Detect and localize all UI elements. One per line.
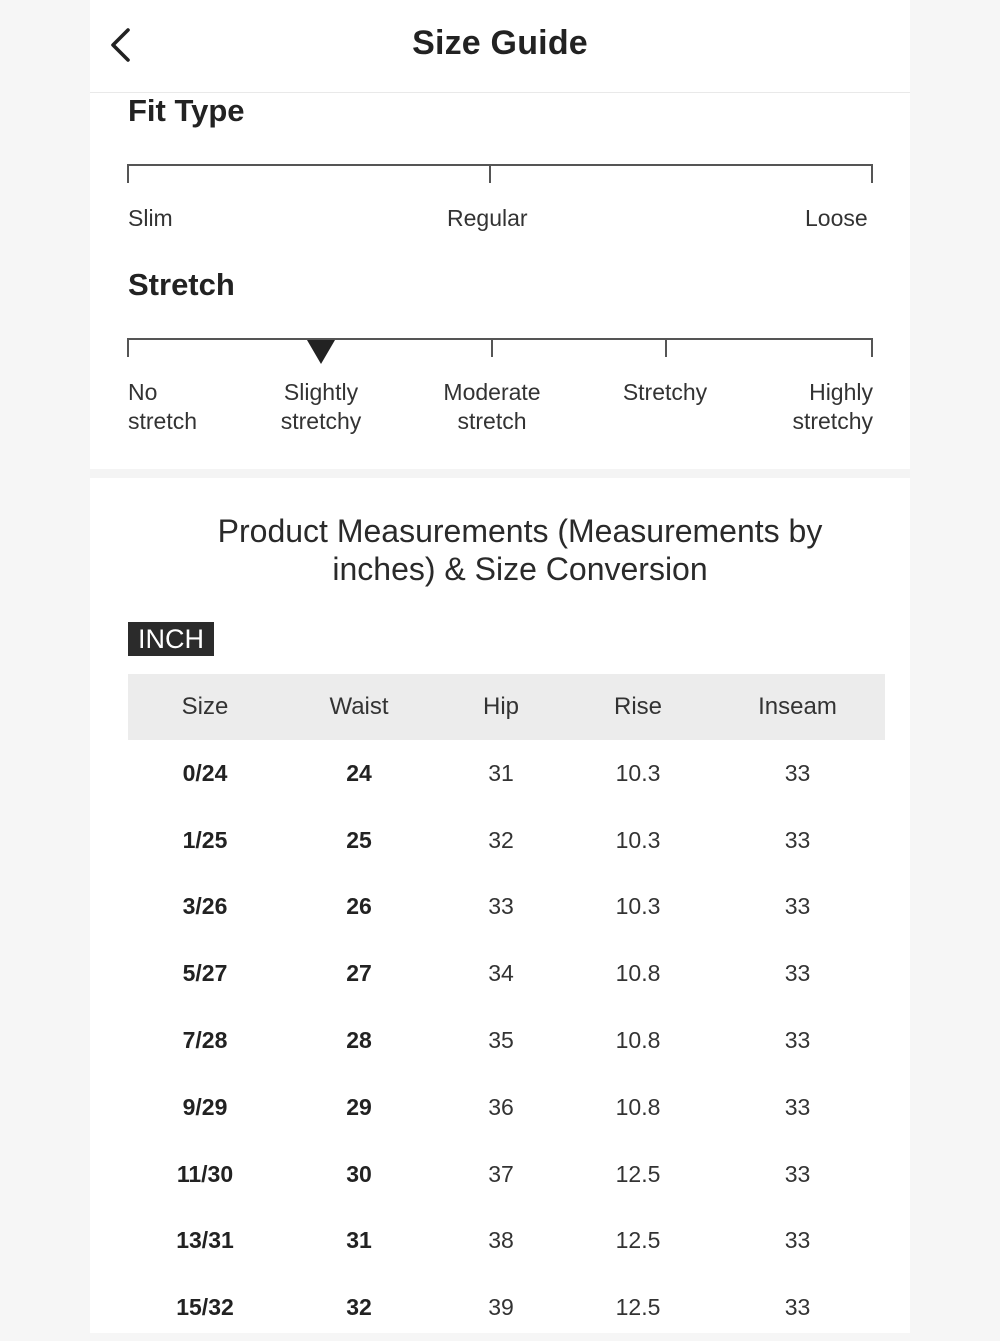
table-row bbox=[128, 740, 885, 807]
table-cell-hip: 31 bbox=[488, 759, 514, 786]
table-cell-inseam: 33 bbox=[784, 1027, 811, 1054]
table-cell-hip: 38 bbox=[488, 1227, 514, 1254]
column-header-size: Size bbox=[128, 674, 282, 740]
table-cell-inseam: 33 bbox=[784, 960, 811, 987]
table-cell-rise: 10.8 bbox=[615, 1093, 661, 1120]
table-row bbox=[128, 807, 885, 874]
size-guide-page bbox=[90, 0, 910, 1333]
unit-badge[interactable]: INCH bbox=[128, 622, 214, 656]
table-cell-size: 0/24 bbox=[182, 759, 228, 786]
table-row bbox=[128, 874, 885, 941]
stretch-title: Stretch bbox=[128, 267, 235, 302]
fit-label-slim: Slim bbox=[128, 205, 173, 231]
table-cell-waist: 27 bbox=[346, 960, 372, 987]
table-cell-size: 1/25 bbox=[182, 826, 228, 853]
table-cell-waist: 28 bbox=[346, 1027, 372, 1054]
table-header-row bbox=[128, 674, 885, 740]
column-header-hip: Hip bbox=[436, 674, 566, 740]
table-row bbox=[128, 940, 885, 1007]
column-header-inseam: Inseam bbox=[710, 674, 885, 740]
fit-type-title: Fit Type bbox=[128, 93, 245, 128]
stretch-scale bbox=[128, 338, 873, 340]
table-cell-waist: 25 bbox=[346, 826, 372, 853]
table-cell-waist: 32 bbox=[346, 1294, 372, 1321]
size-table bbox=[128, 674, 885, 1341]
table-cell-rise: 12.5 bbox=[615, 1160, 661, 1187]
table-cell-size: 5/27 bbox=[182, 960, 228, 987]
fit-label-regular: Regular bbox=[447, 205, 528, 231]
stretch-tick bbox=[665, 338, 667, 357]
measurements-panel bbox=[90, 478, 910, 1333]
table-cell-waist: 30 bbox=[346, 1160, 372, 1187]
table-row bbox=[128, 1274, 885, 1341]
table-cell-inseam: 33 bbox=[784, 1160, 811, 1187]
table-cell-inseam: 33 bbox=[784, 1093, 811, 1120]
measurements-heading: Product Measurements (Measurements by inches) & Size Conversion bbox=[217, 513, 823, 587]
table-cell-size: 9/29 bbox=[182, 1093, 228, 1120]
table-cell-size: 13/31 bbox=[176, 1227, 234, 1254]
table-cell-waist: 26 bbox=[346, 893, 372, 920]
table-cell-hip: 39 bbox=[488, 1294, 514, 1321]
table-cell-hip: 33 bbox=[488, 893, 514, 920]
fit-tick bbox=[871, 164, 873, 183]
table-cell-hip: 37 bbox=[488, 1160, 514, 1187]
table-cell-hip: 34 bbox=[488, 960, 514, 987]
table-cell-size: 7/28 bbox=[182, 1027, 228, 1054]
column-header-rise: Rise bbox=[566, 674, 710, 740]
stretch-label-highly-stretchy: Highly stretchy bbox=[792, 379, 873, 434]
table-cell-waist: 24 bbox=[346, 759, 372, 786]
stretch-tick bbox=[127, 338, 129, 357]
table-row bbox=[128, 1141, 885, 1208]
table-cell-waist: 29 bbox=[346, 1093, 372, 1120]
stretch-tick bbox=[871, 338, 873, 357]
table-cell-rise: 10.3 bbox=[615, 893, 661, 920]
table-row bbox=[128, 1074, 885, 1141]
table-cell-size: 15/32 bbox=[176, 1294, 234, 1321]
stretch-label-no-stretch: No stretch bbox=[128, 379, 198, 434]
stretch-label-moderate-stretch: Moderate stretch bbox=[443, 379, 541, 434]
fit-panel bbox=[90, 93, 910, 469]
table-cell-hip: 35 bbox=[488, 1027, 514, 1054]
table-cell-inseam: 33 bbox=[784, 893, 811, 920]
table-cell-inseam: 33 bbox=[784, 826, 811, 853]
fit-label-loose: Loose bbox=[805, 205, 868, 231]
header-bar bbox=[90, 0, 910, 93]
table-cell-inseam: 33 bbox=[784, 1227, 811, 1254]
table-row bbox=[128, 1007, 885, 1074]
fit-tick bbox=[489, 164, 491, 183]
table-row bbox=[128, 1208, 885, 1275]
column-header-waist: Waist bbox=[282, 674, 436, 740]
table-cell-rise: 10.3 bbox=[615, 759, 661, 786]
table-cell-inseam: 33 bbox=[784, 759, 811, 786]
page-title: Size Guide bbox=[412, 24, 588, 62]
table-cell-hip: 32 bbox=[488, 826, 514, 853]
table-cell-size: 11/30 bbox=[176, 1160, 234, 1187]
table-cell-waist: 31 bbox=[346, 1227, 372, 1254]
fit-tick bbox=[127, 164, 129, 183]
table-cell-rise: 12.5 bbox=[615, 1227, 661, 1254]
table-cell-inseam: 33 bbox=[784, 1294, 811, 1321]
table-cell-hip: 36 bbox=[488, 1093, 514, 1120]
table-cell-rise: 10.8 bbox=[615, 960, 661, 987]
table-cell-rise: 12.5 bbox=[615, 1294, 661, 1321]
table-cell-size: 3/26 bbox=[182, 893, 228, 920]
stretch-selected-marker bbox=[307, 340, 335, 364]
stretch-tick bbox=[491, 338, 493, 357]
table-cell-rise: 10.3 bbox=[615, 826, 661, 853]
table-cell-rise: 10.8 bbox=[615, 1027, 661, 1054]
fit-type-scale bbox=[128, 164, 873, 166]
stretch-label-slightly-stretchy: Slightly stretchy bbox=[280, 379, 362, 434]
stretch-label-stretchy: Stretchy bbox=[622, 379, 708, 405]
